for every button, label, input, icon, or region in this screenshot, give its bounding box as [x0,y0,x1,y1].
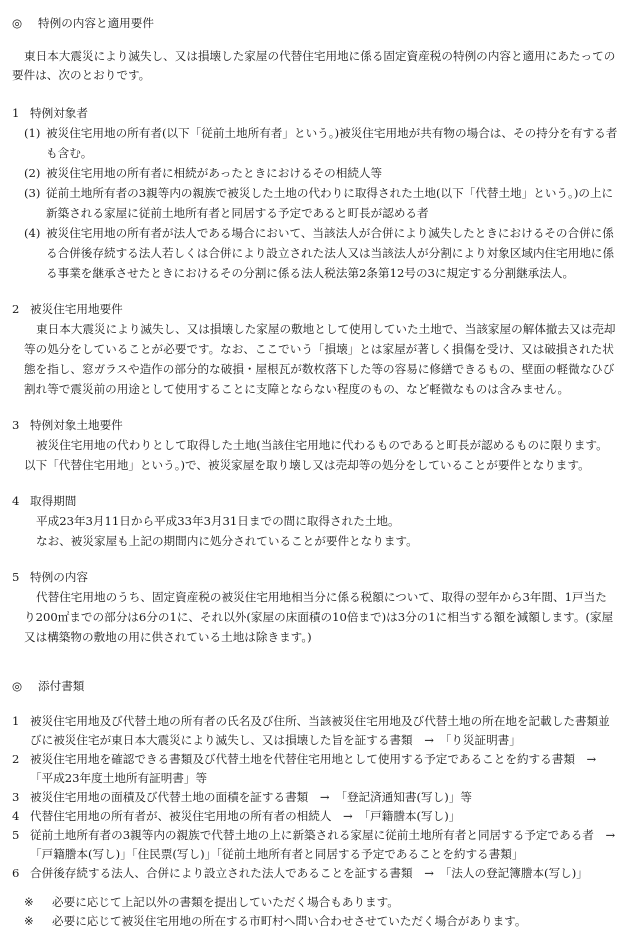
heading-title: 添付書類 [38,679,85,693]
section-title [12,568,618,587]
list-item [12,223,618,283]
list-item [12,712,618,750]
list-item [12,807,618,826]
section-number: 4 [12,494,20,508]
section-line: なお、被災家屋も上記の期間内に処分されていることが要件となります。 [36,534,418,548]
double-circle-icon: ◎ [12,679,23,693]
note-text: 必要に応じて上記以外の書類を提出していただく場合もあります。 [52,895,399,909]
heading-requirements [12,14,618,32]
heading-title: 特例の内容と適用要件 [38,16,154,30]
section-title [12,300,618,319]
notes [12,893,618,931]
item-number: 3 [12,790,20,804]
section-4 [12,492,618,551]
attachments-list [12,712,627,883]
section-title-text: 特例対象土地要件 [30,418,123,432]
section-body: 代替住宅用地のうち、固定資産税の被災住宅用地相当分に係る税額について、取得の翌年から3年間、1戸当たり200㎡までの部分は6分の1に、それ以外(家屋の床面積の10倍まで)は3分の1に相当する額を減額します。(家屋又は構築物の敷地の用に供されている土地は除きます。) [24,590,614,644]
item-text: 被災住宅用地を確認できる書類及び代替土地を代替住宅用地として使用する予定であることを約する書類 → 「平成23年度土地所有証明書」等 [30,752,608,785]
item-text: 被災住宅用地の所有者に相続があったときにおけるその相続人等 [46,166,383,180]
item-label: (4) [24,226,41,240]
section-number: 1 [12,106,20,120]
section-body: 被災住宅用地の代わりとして取得した土地(当該住宅用地に代わるものであると町長が認めるものに限ります。以下「代替住宅用地」という。)で、被災家屋を取り壊し又は売却等の処分をしていることが要件となります。 [24,438,608,472]
note-text: 必要に応じて被災住宅用地の所在する市町村へ問い合わせさせていただく場合があります。 [52,914,527,928]
section-title-text: 特例対象者 [30,106,88,120]
section-2 [12,300,618,399]
item-number: 4 [12,809,20,823]
asterisk-mark-icon: ※ [24,895,34,909]
item-number: 6 [12,866,20,880]
heading-attachments [12,677,618,695]
list-item [12,183,618,223]
item-label: (1) [24,126,41,140]
item-text: 被災住宅用地の所有者(以下「従前土地所有者」という。)被災住宅用地が共有物の場合は、その持分を有する者も含む。 [46,126,618,160]
section-title [12,104,618,123]
section-line: 平成23年3月11日から平成33年3月31日までの間に取得された土地。 [36,514,400,528]
item-text: 被災住宅用地及び代替土地の所有者の氏名及び住所、当該被災住宅用地及び代替土地の所在地を記載した書類並びに被災住宅が東日本大震災により滅失し、又は損壊した旨を証する書類 → 「り災証明書」 [30,714,610,747]
section-3 [12,416,618,475]
section-5 [12,568,618,647]
section-title [12,416,618,435]
item-number: 5 [12,828,20,842]
section-number: 5 [12,570,20,584]
note-item [12,893,618,912]
list-item [12,123,618,163]
section-title-text: 被災住宅用地要件 [30,302,123,316]
section-number: 3 [12,418,20,432]
list-item [12,750,618,788]
section-title-text: 取得期間 [30,494,77,508]
double-circle-icon: ◎ [12,16,23,30]
item-text: 従前土地所有者の3親等内の親族で被災した土地の代わりに取得された土地(以下「代替土地」という。)の上に新築される家屋に従前土地所有者と同居する予定であると町長が認める者 [46,186,614,220]
section-1 [12,104,618,283]
item-label: (2) [24,166,41,180]
section-title [12,492,618,511]
list-item [12,826,627,864]
asterisk-mark-icon: ※ [24,914,34,928]
list-item [12,864,618,883]
section-title-text: 特例の内容 [30,570,88,584]
item-label: (3) [24,186,41,200]
list-item [12,788,618,807]
section-body: 東日本大震災により滅失し、又は損壊した家屋の敷地として使用していた土地で、当該家屋の解体撤去又は売却等の処分をしていることが必要です。なお、ここでいう「損壊」とは家屋が著しく損傷を受け、又は破損された状態を指し、窓ガラスや造作の部分的な破損・屋根瓦が数枚落下した等の容易に修繕できるもの、壁面の軽微なひび割れ等で震災前の用途として使用することに支障とならない程度のもの、など軽微なものは含みません。 [24,322,616,396]
intro-paragraph: 東日本大震災により滅失し、又は損壊した家屋の代替住宅用地に係る固定資産税の特例の内容と適用にあたっての要件は、次のとおりです。 [12,49,616,82]
item-text: 代替住宅用地の所有者が、被災住宅用地の所有者の相続人 → 「戸籍謄本(写し)」 [30,809,461,823]
item-text: 従前土地所有者の3親等内の親族で代替土地の上に新築される家屋に従前土地所有者と同居する予定である者 → 「戸籍謄本(写し)」「住民票(写し)」「従前土地所有者と同居する予定であることを約する書類」 [30,828,627,861]
item-text: 被災住宅用地の所有者が法人である場合において、当該法人が合併により滅失したときにおけるその合併に係る合併後存続する法人若しくは合併により設立された法人又は当該法人が分割により対象区域内住宅用地に係る事業を継承させたときにおけるその分割に係る法人税法第2条第12号の3に規定する分割継承法人。 [46,226,615,280]
section-number: 2 [12,302,20,316]
item-text: 被災住宅用地の面積及び代替土地の面積を証する書類 → 「登記済通知書(写し)」等 [30,790,472,804]
item-text: 合併後存続する法人、合併により設立された法人であることを証する書類 → 「法人の登記簿謄本(写し)」 [30,866,588,880]
item-number: 1 [12,714,20,728]
list-item [12,163,618,183]
item-number: 2 [12,752,20,766]
